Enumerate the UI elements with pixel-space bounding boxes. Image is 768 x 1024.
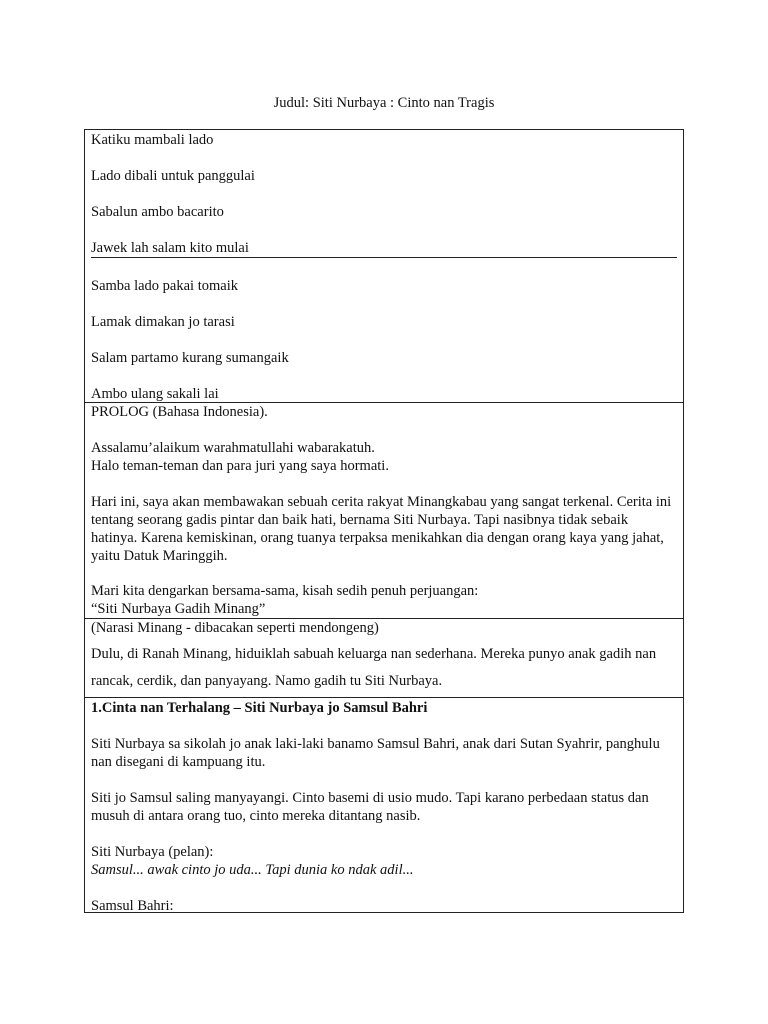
- pantun-line: Jawek lah salam kito mulai: [91, 240, 249, 256]
- prolog-invite: Mari kita dengarkan bersama-sama, kisah sedih penuh perjuangan:: [91, 583, 479, 599]
- prolog-paragraph: Hari ini, saya akan membawakan sebuah cerita rakyat Minangkabau yang sangat terkenal. Cerita ini tentang seorang gadis pintar dan baik hati, bernama Siti Nurbaya. Tapi nasibnya tidak sebaik hatinya. Karena kemiskinan, orang tuanya terpaksa menikahkan dia dengan orang kaya yang jahat, yaitu Datuk Maringgih.: [91, 494, 672, 564]
- pantun-divider: [91, 257, 677, 258]
- prolog-heading: PROLOG (Bahasa Indonesia).: [91, 404, 268, 420]
- chapter-cell: [85, 697, 683, 913]
- dialog-line: Samsul... awak cinto jo uda... Tapi dunia ko ndak adil...: [91, 862, 414, 878]
- chapter-paragraph: Siti jo Samsul saling manyayangi. Cinto basemi di usio mudo. Tapi karano perbedaan status dan musuh di antara orang tuo, cinto mereka ditantang nasib.: [91, 790, 649, 824]
- narasi-line: Dulu, di Ranah Minang, hiduiklah sabuah keluarga nan sederhana. Mereka punyo anak gadih nan: [91, 646, 657, 662]
- prolog-cell: [85, 402, 683, 618]
- pantun-line: Sabalun ambo bacarito: [91, 204, 224, 220]
- speaker-label: Samsul Bahri:: [91, 898, 174, 914]
- speaker-label: Siti Nurbaya (pelan):: [91, 844, 214, 860]
- pantun-line: Salam partamo kurang sumangaik: [91, 350, 289, 366]
- pantun-line: Katiku mambali lado: [91, 132, 214, 148]
- document-title: Judul: Siti Nurbaya : Cinto nan Tragis: [273, 95, 495, 111]
- pantun-line: Lado dibali untuk panggulai: [91, 168, 255, 184]
- chapter-paragraph: Siti Nurbaya sa sikolah jo anak laki-laki banamo Samsul Bahri, anak dari Sutan Syahrir, panghulu nan disegani di kampuang itu.: [91, 736, 660, 770]
- chapter-heading: 1.Cinta nan Terhalang – Siti Nurbaya jo Samsul Bahri: [91, 700, 428, 716]
- narasi-line: rancak, cerdik, dan panyayang. Namo gadih tu Siti Nurbaya.: [91, 673, 443, 689]
- prolog-greeting: Halo teman-teman dan para juri yang saya hormati.: [91, 458, 389, 474]
- pantun-cell: [85, 130, 683, 402]
- prolog-story-title: “Siti Nurbaya Gadih Minang”: [91, 601, 266, 617]
- pantun-line: Samba lado pakai tomaik: [91, 278, 238, 294]
- pantun-line: Ambo ulang sakali lai: [91, 386, 219, 402]
- narasi-cell: [85, 618, 683, 697]
- narasi-heading: (Narasi Minang - dibacakan seperti mendongeng): [91, 620, 379, 636]
- prolog-greeting: Assalamu’alaikum warahmatullahi wabarakatuh.: [91, 440, 375, 456]
- script-table: [84, 129, 684, 913]
- pantun-line: Lamak dimakan jo tarasi: [91, 314, 235, 330]
